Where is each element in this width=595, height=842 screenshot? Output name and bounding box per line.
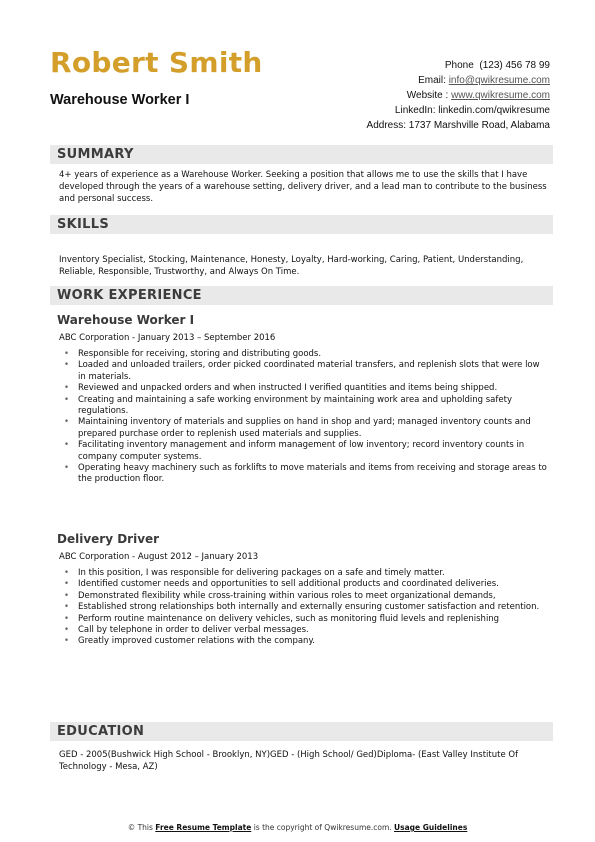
section-skills-title: SKILLS [57,217,110,232]
section-skills-header [50,215,553,234]
job-meta: ABC Corporation - January 2013 – September 2016 [59,333,276,343]
candidate-title: Warehouse Worker I [50,92,190,108]
contact-website [367,88,550,103]
footer-middle: is the copyright of Qwikresume.com. [253,823,392,832]
list-item: • Established strong relationships both internally and externally ensuring customer satisfaction and retention. [64,602,550,613]
section-summary-header [50,145,553,164]
linkedin-value: linkedin.com/qwikresume [438,105,550,116]
section-education-title: EDUCATION [57,724,145,739]
contact-address [367,118,550,133]
list-item: • Identified customer needs and opportunities to sell additional products and coordinated deliveries. [64,579,550,590]
list-item: • Operating heavy machinery such as forklifts to move materials and items from receiving and storage areas to the production floor. [64,463,550,486]
section-education-header [50,722,553,741]
section-experience-title: WORK EXPERIENCE [57,288,202,303]
section-experience-header [50,286,553,305]
phone-value: (123) 456 78 99 [479,60,550,71]
contact-phone [367,58,550,73]
skills-text: Inventory Specialist, Stocking, Maintenance, Honesty, Loyalty, Hard-working, Caring, Patient, Understanding, Reliable, Responsible, Trustworthy, and Always On Time. [59,255,524,277]
candidate-name: Robert Smith [50,46,263,79]
email-link[interactable]: info@qwikresume.com [448,75,550,86]
list-item: • Call by telephone in order to deliver verbal messages. [64,625,550,636]
section-summary-title: SUMMARY [57,147,134,162]
footer [0,823,595,832]
website-label: Website : [406,90,449,101]
contact-block [367,58,550,133]
footer-prefix: © This [127,823,153,832]
list-item: • Loaded and unloaded trailers, order picked coordinated material transfers, and replenish slots that were low in materials. [64,360,550,383]
job-bullets [64,568,550,648]
address-label: Address: [366,120,407,131]
contact-email [367,73,550,88]
job-meta: ABC Corporation - August 2012 – January 2013 [59,552,259,562]
website-link[interactable]: www.qwikresume.com [451,90,550,101]
summary-text: 4+ years of experience as a Warehouse Worker. Seeking a position that allows me to use the skills that I have developed through the years of a warehouse setting, delivery driver, and a lead man to contribute to the business and personal success. [59,170,547,204]
list-item: • Perform routine maintenance on delivery vehicles, such as monitoring fluid levels and replenishing [64,614,550,625]
list-item: • Facilitating inventory management and inform management of low inventory; record inventory counts in company computer systems. [64,440,550,463]
usage-guidelines-link[interactable]: Usage Guidelines [394,823,468,832]
address-value: 1737 Marshville Road, Alabama [408,120,550,131]
list-item: • Greatly improved customer relations with the company. [64,636,550,647]
list-item: • Creating and maintaining a safe working environment by maintaining work area and upholding safety regulations. [64,395,550,418]
list-item: • Responsible for receiving, storing and distributing goods. [64,349,550,360]
free-resume-template-link[interactable]: Free Resume Template [155,823,252,832]
education-text: GED - 2005(Bushwick High School - Brooklyn, NY)GED - (High School/ Ged)Diploma- (East Valley Institute Of Technology - Mesa, AZ) [59,750,519,772]
list-item: • Demonstrated flexibility while cross-training within various roles to meet organizational demands, [64,591,550,602]
contact-linkedin [367,103,550,118]
email-label: Email: [418,75,446,86]
list-item: • Maintaining inventory of materials and supplies on hand in shop and yard; managed inventory counts and prepared purchase order to replenish used materials and supplies. [64,417,550,440]
job-title: Delivery Driver [57,532,160,546]
job-bullets [64,349,550,486]
job-title: Warehouse Worker I [57,313,195,327]
list-item: • Reviewed and unpacked orders and when instructed I verified quantities and items being shipped. [64,383,550,394]
list-item: • In this position, I was responsible for delivering packages on a safe and timely matter. [64,568,550,579]
linkedin-label: LinkedIn: [394,105,436,116]
phone-label: Phone [444,60,474,71]
